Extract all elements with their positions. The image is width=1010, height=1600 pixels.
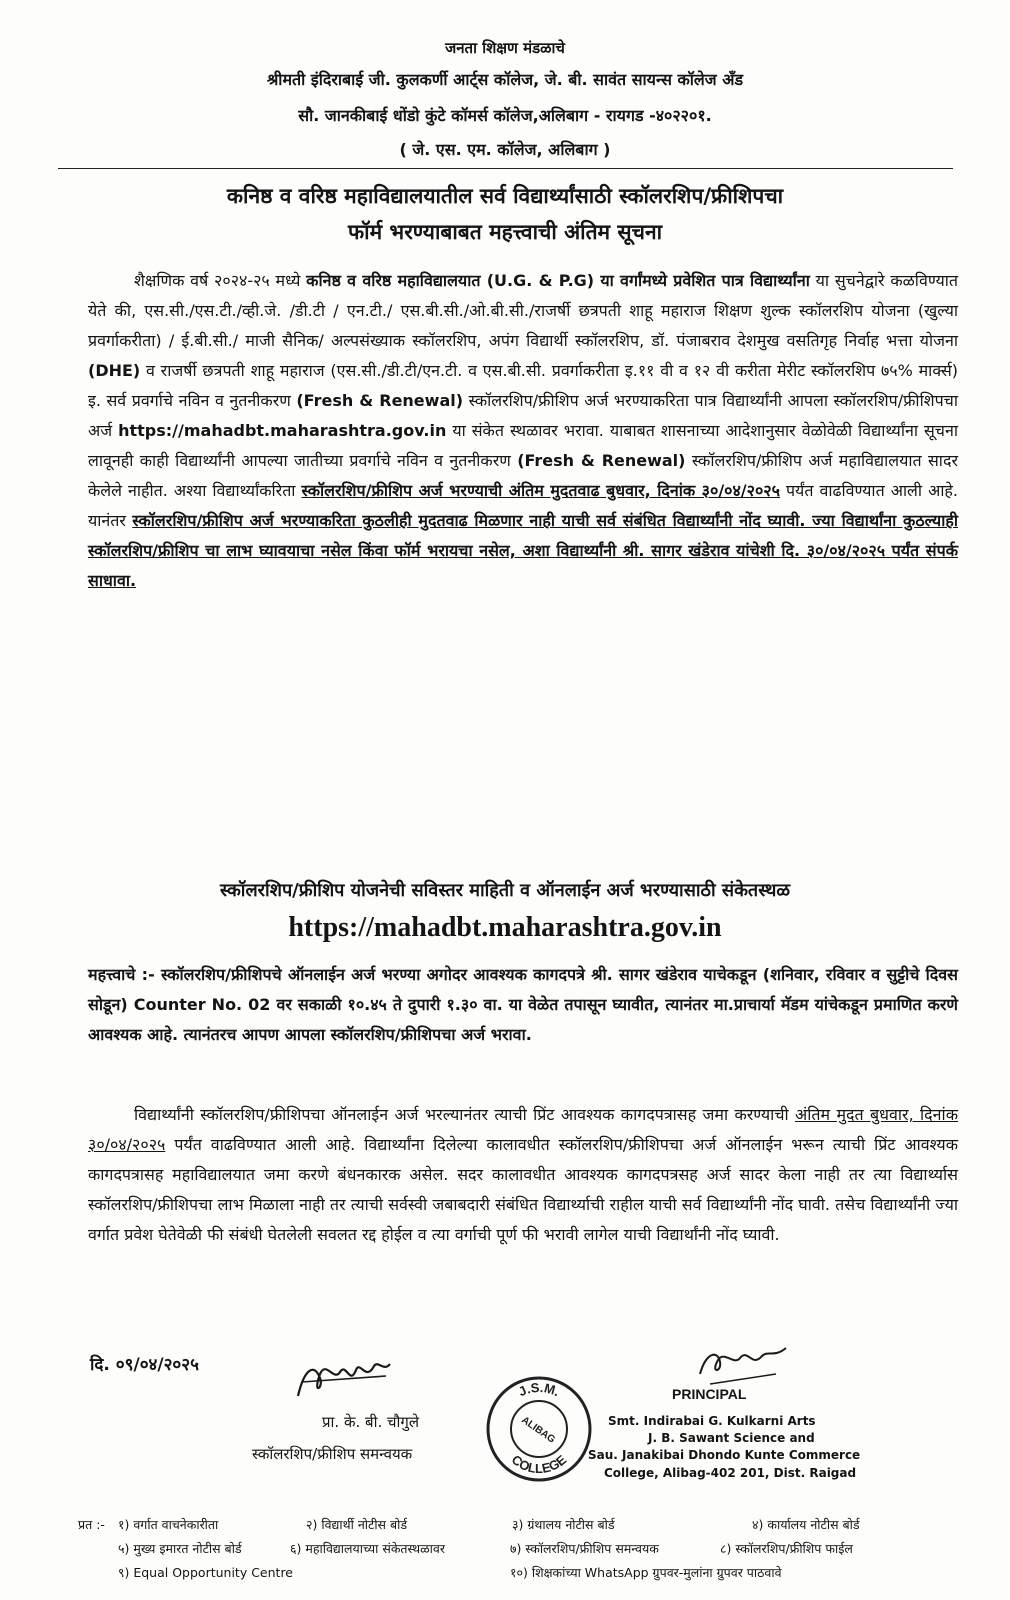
copy-item: १०) शिक्षकांच्या WhatsApp ग्रुपवर-मुलांना ग्रुपवर पाठवावे [510,1565,782,1580]
svg-text:J.S.M. [516,1380,562,1400]
header-divider [58,168,953,169]
society-name: जनता शिक्षण मंडळाचे [445,39,565,57]
para1-text: व राजर्षी छत्रपती शाहू महाराज (एस.सी./डी.टी/एन.टी. व एस.बी.सी. प्रवर्गाकरीता इ.११ वी व १२ वी करीता मेरीट स्कॉलरशिप ७५% मार्क्स) इ. सर्व प्रवर्गाचे नविन व नुतनीकरण [88,361,958,410]
notice-title [40,178,970,250]
para3-text: विद्यार्थ्यांनी स्कॉलरशिप/फ्रीशिपचा ऑनलाईन अर्ज भरल्यानंतर त्याची प्रिंट आवश्यक कागदपत्रासह जमा करण्याची [134,1105,796,1124]
final-deadline: अंतिम मुदत बुधवार, दिनांक ३०/०४/२०२५ [88,1105,958,1154]
para1-url: https://mahadbt.maharashtra.gov.in [118,421,447,440]
seal-middle-text: ALIBAG [519,1414,557,1446]
college-name-line1: श्रीमती इंदिराबाई जी. कुलकर्णी आर्ट्स कॉलेज, जे. बी. सावंत सायन्स कॉलेज अँड [266,70,744,89]
para1-text: शैक्षणिक वर्ष २०२४-२५ मध्ये [134,271,307,290]
principal-college-line2: J. B. Sawant Science and [648,1431,815,1445]
coordinator-designation: स्कॉलरशिप/फ्रीशिप समन्वयक [252,1445,413,1463]
svg-text:COLLEGE [509,1452,570,1476]
para1-dhe: (DHE) [88,361,141,380]
deadline-extension: स्कॉलरशिप/फ्रीशिप अर्ज भरण्याची अंतिम मुदतवाढ बुधवार, दिनांक ३०/०४/२०२५ [301,481,780,500]
para1-fresh-renewal: (Fresh & Renewal) [296,391,464,410]
copy-item: ५) मुख्य इमारत नोटीस बोर्ड [118,1541,242,1556]
copy-item: ३) ग्रंथालय नोटीस बोर्ड [512,1517,615,1532]
para1-bold-class: कनिष्ठ व वरिष्ठ महाविद्यालयात (U.G. & P.G) या वर्गांमध्ये प्रवेशित पात्र विद्यार्थ्यांना [306,271,810,290]
para1-text: स्कॉलरशिप/फ्रीशिप अर्ज महाविद्यालयात सादर केलेले नाहीत. अश्या विद्यार्थ्यांकरिता [88,451,958,500]
seal-top-text: J.S.M. [516,1379,563,1400]
coordinator-signature [290,1352,400,1410]
para3-text: पर्यंत वाढविण्यात आली आहे. विद्यार्थ्यांना दिलेल्या कालावधीत स्कॉलरशिप/फ्रीशिपचा अर्ज ऑनलाईन भरून त्याची प्रिंट आवश्यक कागदपत्रासह महाविद्यालयात जमा करणे बंधनकारक असेल. सदर कालावधीत आवश्यक कागदपत्रसह अर्ज सादर केला नाही तर त्या विद्यार्थ्यास स्कॉलरशिप/फ्रीशिपचा लाभ मिळाला नाही तर त्याची सर्वस्वी जबाबदारी संबंधित विद्यार्थ्याची राहील याची सर्व विद्यार्थ्यांनी नोंद घावी. तसेच विद्यार्थ्यांनी ज्या वर्गात प्रवेश घेतेवेळी फी संबंधी घेतलेली सवलत रद्द होईल व त्या वर्गाची पूर्ण फी भरावी लागेल याची विद्यार्थांनी नोंद घ्यावी. [88,1135,958,1244]
copy-label: प्रत :- [78,1517,105,1532]
principal-title: PRINCIPAL [672,1386,747,1402]
copy-item: ८) स्कॉलरशिप/फ्रीशिप फाईल [720,1541,853,1556]
para1-text: पर्यंत वाढविण्यात आली आहे. यानंतर [88,481,959,530]
college-seal [484,1374,594,1484]
principal-college-line1: Smt. Indirabai G. Kulkarni Arts [608,1414,816,1428]
principal-signature [690,1344,800,1390]
copy-item: ६) महाविद्यालयाच्या संकेतस्थळावर [290,1541,445,1556]
notice-date: दि. ०९/०४/२०२५ [90,1355,199,1375]
website-url: https://mahadbt.maharashtra.gov.in [288,912,722,943]
coordinator-name: प्रा. के. बी. चौगुले [322,1413,420,1431]
para1-text: या संकेत स्थळावर भरावा. याबाबत शासनाच्या आदेशानुसार वेळोवेळी विद्यार्थ्यांना सूचना लावूनही काही विद्यार्थ्यांनी आपल्या जातीच्या प्रवर्गाचे नविन व नुतनीकरण [88,421,958,470]
para1-text: स्कॉलरशिप/फ्रीशिप अर्ज भरण्याकरिता पात्र विद्यार्थ्यांनी आपला स्कॉलरशिप/फ्रीशिपचा अर्ज [88,391,958,440]
copy-item: ९) Equal Opportunity Centre [118,1565,293,1580]
important-note: महत्त्वाचे :- स्कॉलरशिप/फ्रीशिपचे ऑनलाईन अर्ज भरण्या अगोदर आवश्यक कागदपत्रे श्री. सागर खंडेराव याचेकडून (शनिवार, रविवार व सुट्टीचे दिवस सोडून) Counter No. 02 वर सकाळी १०.४५ ते दुपारी १.३० वा. या वेळेत तपासून घ्यावीत, त्यानंतर मा.प्राचार्या मॅडम यांचेकडून प्रमाणित करणे आवश्यक आहे. त्यानंतरच आपण आपला स्कॉलरशिप/फ्रीशिपचा अर्ज भरावा. [88,965,958,1044]
copy-item: १) वर्गात वाचनेकारीता [118,1517,219,1532]
college-short-name: ( जे. एस. एम. कॉलेज, अलिबाग ) [399,140,611,159]
college-name-line2: सौ. जानकीबाई धोंडो कुंटे कॉमर्स कॉलेज,अलिबाग - रायगड -४०२२०१. [298,106,712,125]
para1-text: या सुचनेद्वारे कळविण्यात येते की, एस.सी./एस.टी./व्ही.जे. /डी.टी / एन.टी./ एस.बी.सी./ओ.बी.सी./राजर्षी छत्रपती शाहू महाराज शिक्षण शुल्क स्कॉलरशिप योजना (खुल्या प्रवर्गाकरीता) / ई.बी.सी./ माजी सैनिक/ अल्पसंख्याक स्कॉलरशिप, अपंग विद्यार्थी स्कॉलरशिप, डॉ. पंजाबराव देशमुख वसतिगृह निर्वाह भत्ता योजना [88,271,958,350]
no-extension-warning: स्कॉलरशिप/फ्रीशिप अर्ज भरण्याकरिता कुठलीही मुदतवाढ मिळणार नाही याची सर्व संबंधित विद्यार्थ्यांनी नोंद घ्यावी. ज्या विद्यार्थांना कुठल्याही स्कॉलरशिप/फ्रीशिप चा लाभ घ्यावयाचा नसेल किंवा फॉर्म भरायचा नसेल, अशा विद्यार्थ्यांनी श्री. सागर खंडेराव यांचेशी दि. ३०/०४/२०२५ पर्यंत संपर्क साधावा. [88,511,958,590]
submission-paragraph [88,1100,958,1250]
para1-fresh-renewal: (Fresh & Renewal) [517,451,686,470]
notice-title-line1: कनिष्ठ व वरिष्ठ महाविद्यालयातील सर्व विद्यार्थ्यांसाठी स्कॉलरशिप/फ्रीशिपचा [226,184,784,208]
seal-bottom-text: COLLEGE [508,1451,570,1476]
copy-item: २) विद्यार्थी नोटीस बोर्ड [306,1517,408,1532]
main-paragraph [88,266,958,596]
principal-college-line3: Sau. Janakibai Dhondo Kunte Commerce [588,1448,861,1462]
principal-college-line4: College, Alibag-402 201, Dist. Raigad [604,1466,857,1480]
website-heading: स्कॉलरशिप/फ्रीशिप योजनेची सविस्तर माहिती व ऑनलाईन अर्ज भरण्यासाठी संकेतस्थळ [219,880,791,901]
copy-item: ४) कार्यालय नोटीस बोर्ड [752,1517,860,1532]
copy-item: ७) स्कॉलरशिप/फ्रीशिप समन्वयक [510,1541,659,1556]
notice-title-line2: फॉर्म भरण्याबाबत महत्त्वाची अंतिम सूचना [347,220,663,244]
